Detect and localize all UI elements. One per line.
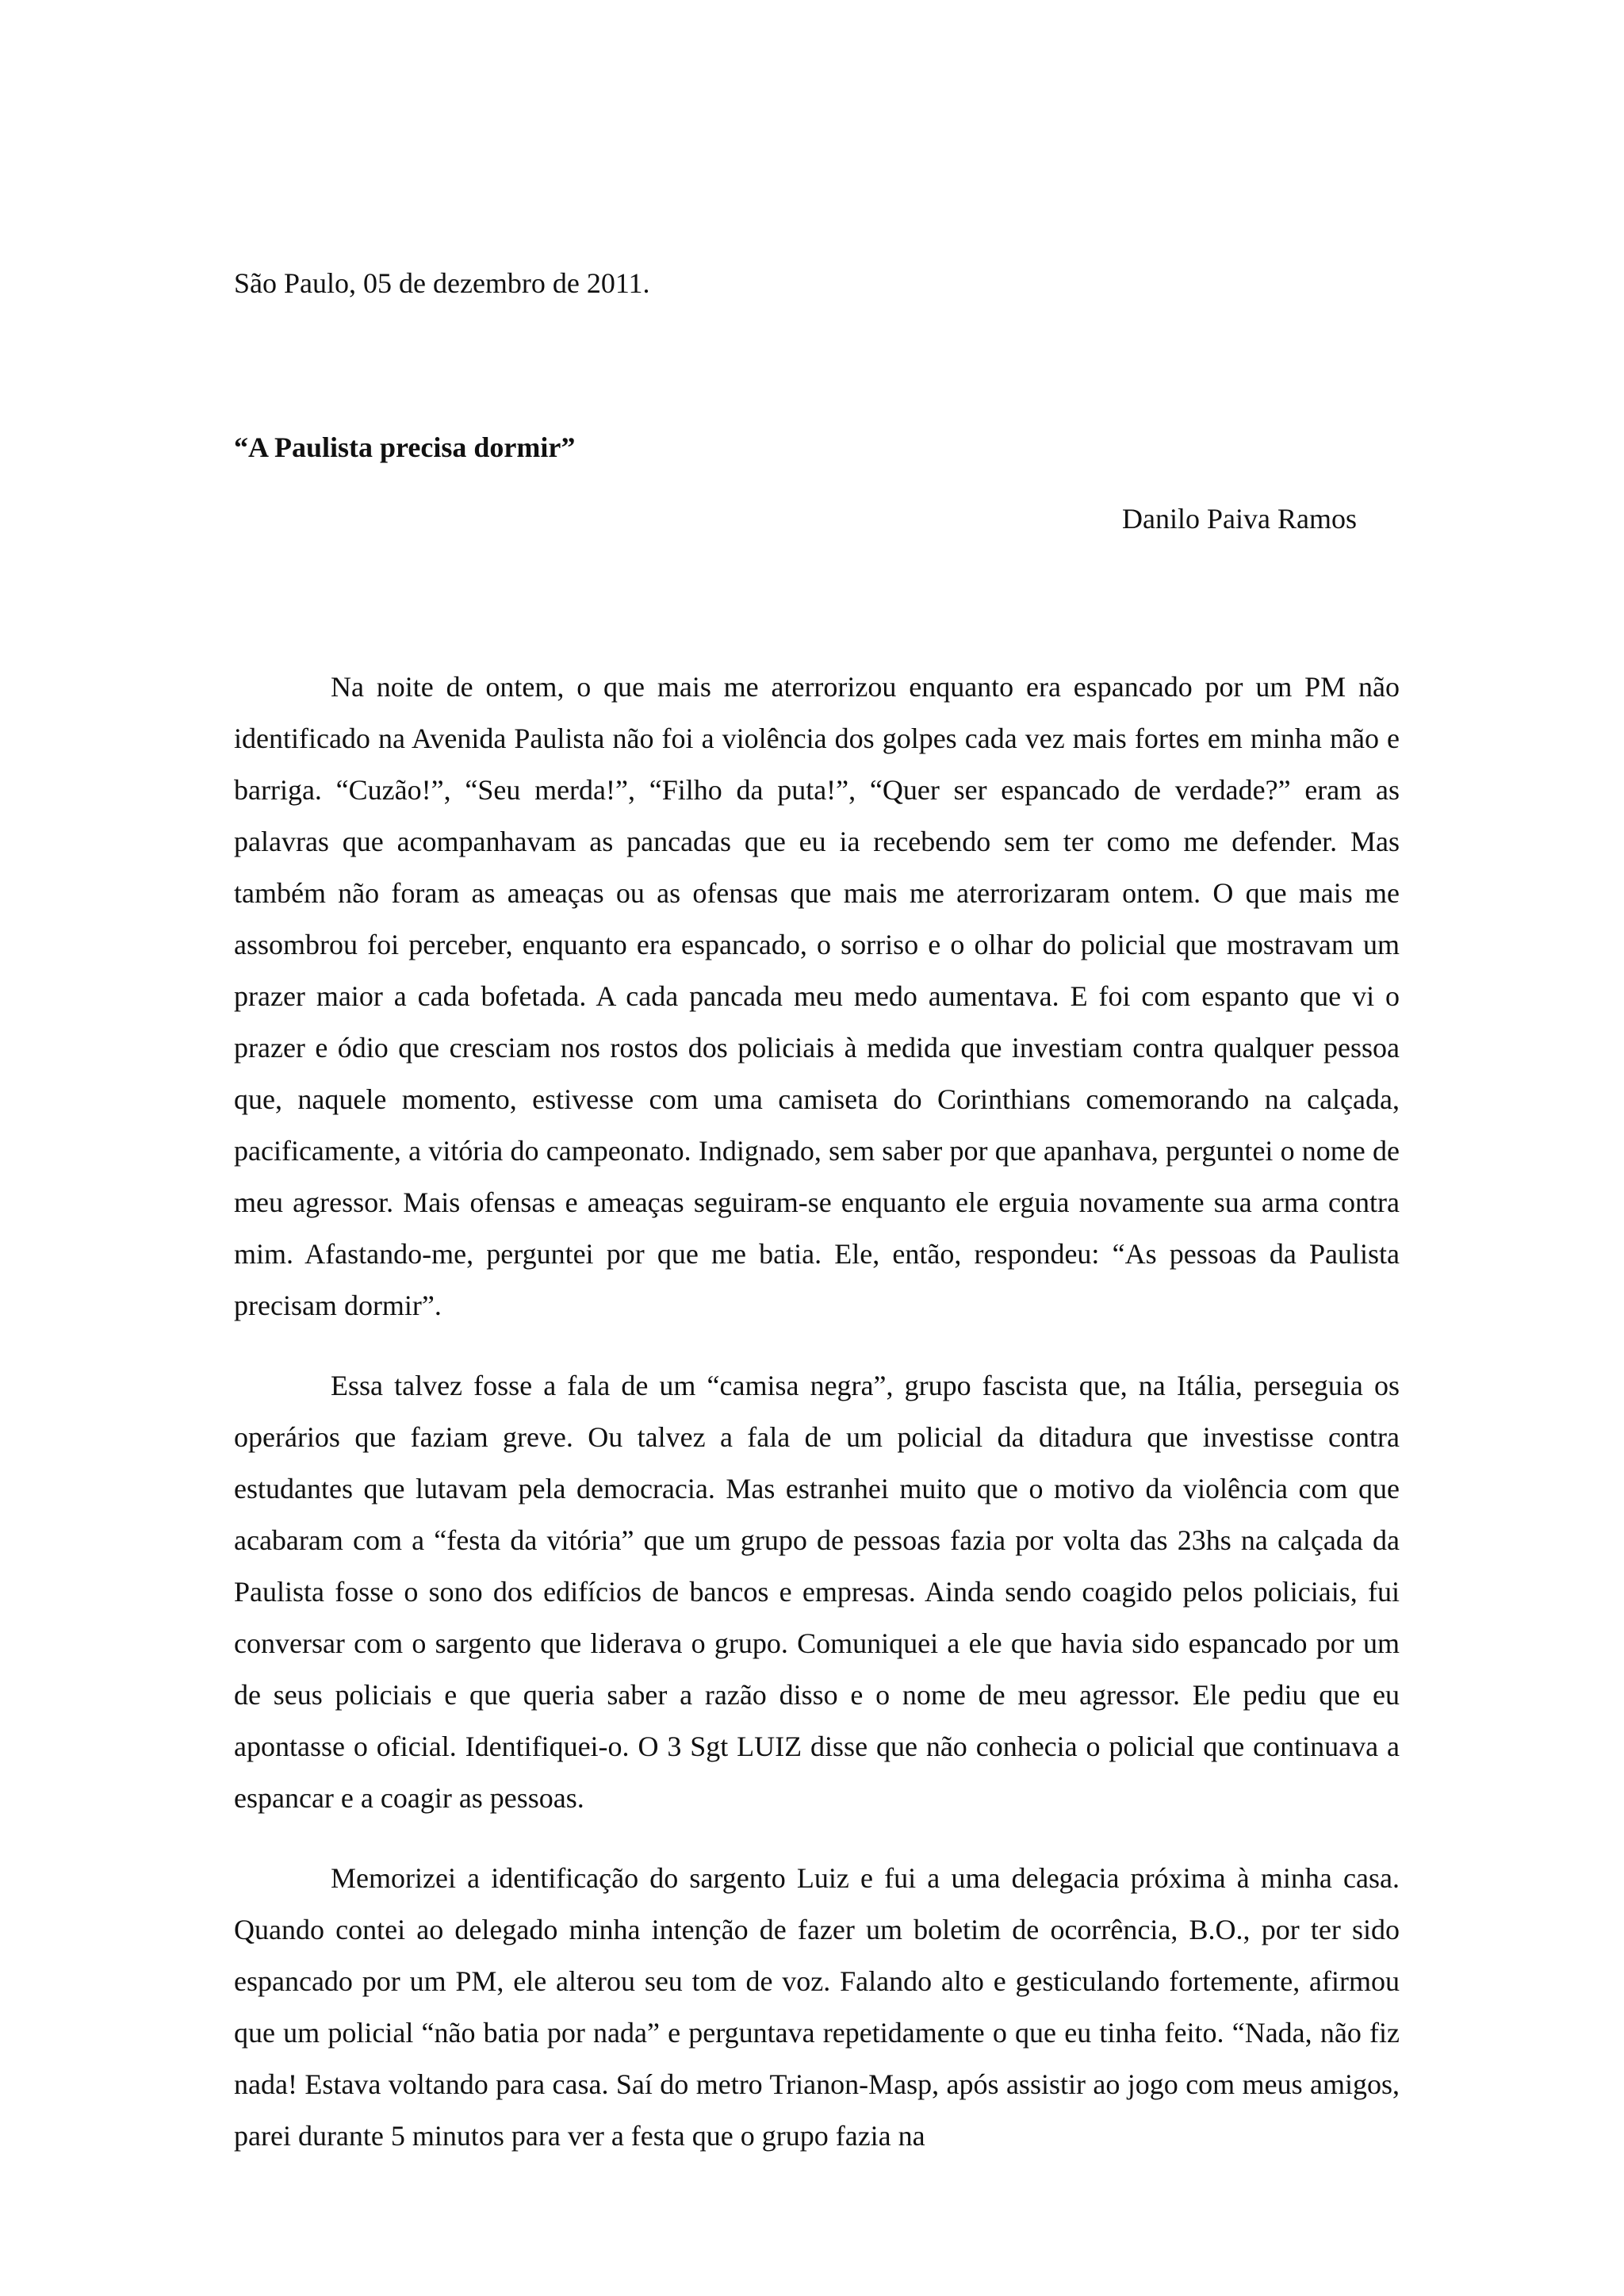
paragraph-3: Memorizei a identificação do sargento Luiz e fui a uma delegacia próxima à minha casa. Quando contei ao delegado minha intenção de fazer um boletim de ocorrência, B.O., por ter sido espancado por um PM, ele alterou seu tom de voz. Falando alto e gesticulando fortemente, afirmou que um policial “não batia por nada” e perguntava repetidamente o que eu tinha feito. “Nada, não fiz nada! Estava voltando para casa. Saí do metro Trianon-Masp, após assistir ao jogo com meus amigos, parei durante 5 minutos para ver a festa que o grupo fazia na — [234, 1862, 1400, 2152]
article-body — [234, 661, 1400, 2162]
document-content — [234, 262, 1400, 2191]
article-title: “A Paulista precisa dormir” — [234, 431, 576, 463]
paragraph-2: Essa talvez fosse a fala de um “camisa negra”, grupo fascista que, na Itália, perseguia os operários que faziam greve. Ou talvez a fala de um policial da ditadura que investisse contra estudantes que lutavam pela democracia. Mas estranhei muito que o motivo da violência com que acabaram com a “festa da vitória” que um grupo de pessoas fazia por volta das 23hs na calçada da Paulista fosse o sono dos edifícios de bancos e empresas. Ainda sendo coagido pelos policiais, fui conversar com o sargento que liderava o grupo. Comuniquei a ele que havia sido espancado por um de seus policiais e que queria saber a razão disso e o nome de meu agressor. Ele pediu que eu apontasse o oficial. Identifiquei-o. O 3 Sgt LUIZ disse que não conhecia o policial que continuava a espancar e a coagir as pessoas. — [234, 1370, 1400, 1814]
dateline: São Paulo, 05 de dezembro de 2011. — [234, 267, 650, 299]
paragraph-1: Na noite de ontem, o que mais me aterrorizou enquanto era espancado por um PM não identificado na Avenida Paulista não foi a violência dos golpes cada vez mais fortes em minha mão e barriga. “Cuzão!”, “Seu merda!”, “Filho da puta!”, “Quer ser espancado de verdade?” eram as palavras que acompanhavam as pancadas que eu ia recebendo sem ter como me defender. Mas também não foram as ameaças ou as ofensas que mais me aterrorizaram ontem. O que mais me assombrou foi perceber, enquanto era espancado, o sorriso e o olhar do policial que mostravam um prazer maior a cada bofetada. A cada pancada meu medo aumentava. E foi com espanto que vi o prazer e ódio que cresciam nos rostos dos policiais à medida que investiam contra qualquer pessoa que, naquele momento, estivesse com uma camiseta do Corinthians comemorando na calçada, pacificamente, a vitória do campeonato. Indignado, sem saber por que apanhava, perguntei o nome de meu agressor. Mais ofensas e ameaças seguiram-se enquanto ele erguia novamente sua arma contra mim. Afastando-me, perguntei por que me batia. Ele, então, respondeu: “As pessoas da Paulista precisam dormir”. — [234, 671, 1400, 1321]
author-name: Danilo Paiva Ramos — [1122, 503, 1357, 535]
